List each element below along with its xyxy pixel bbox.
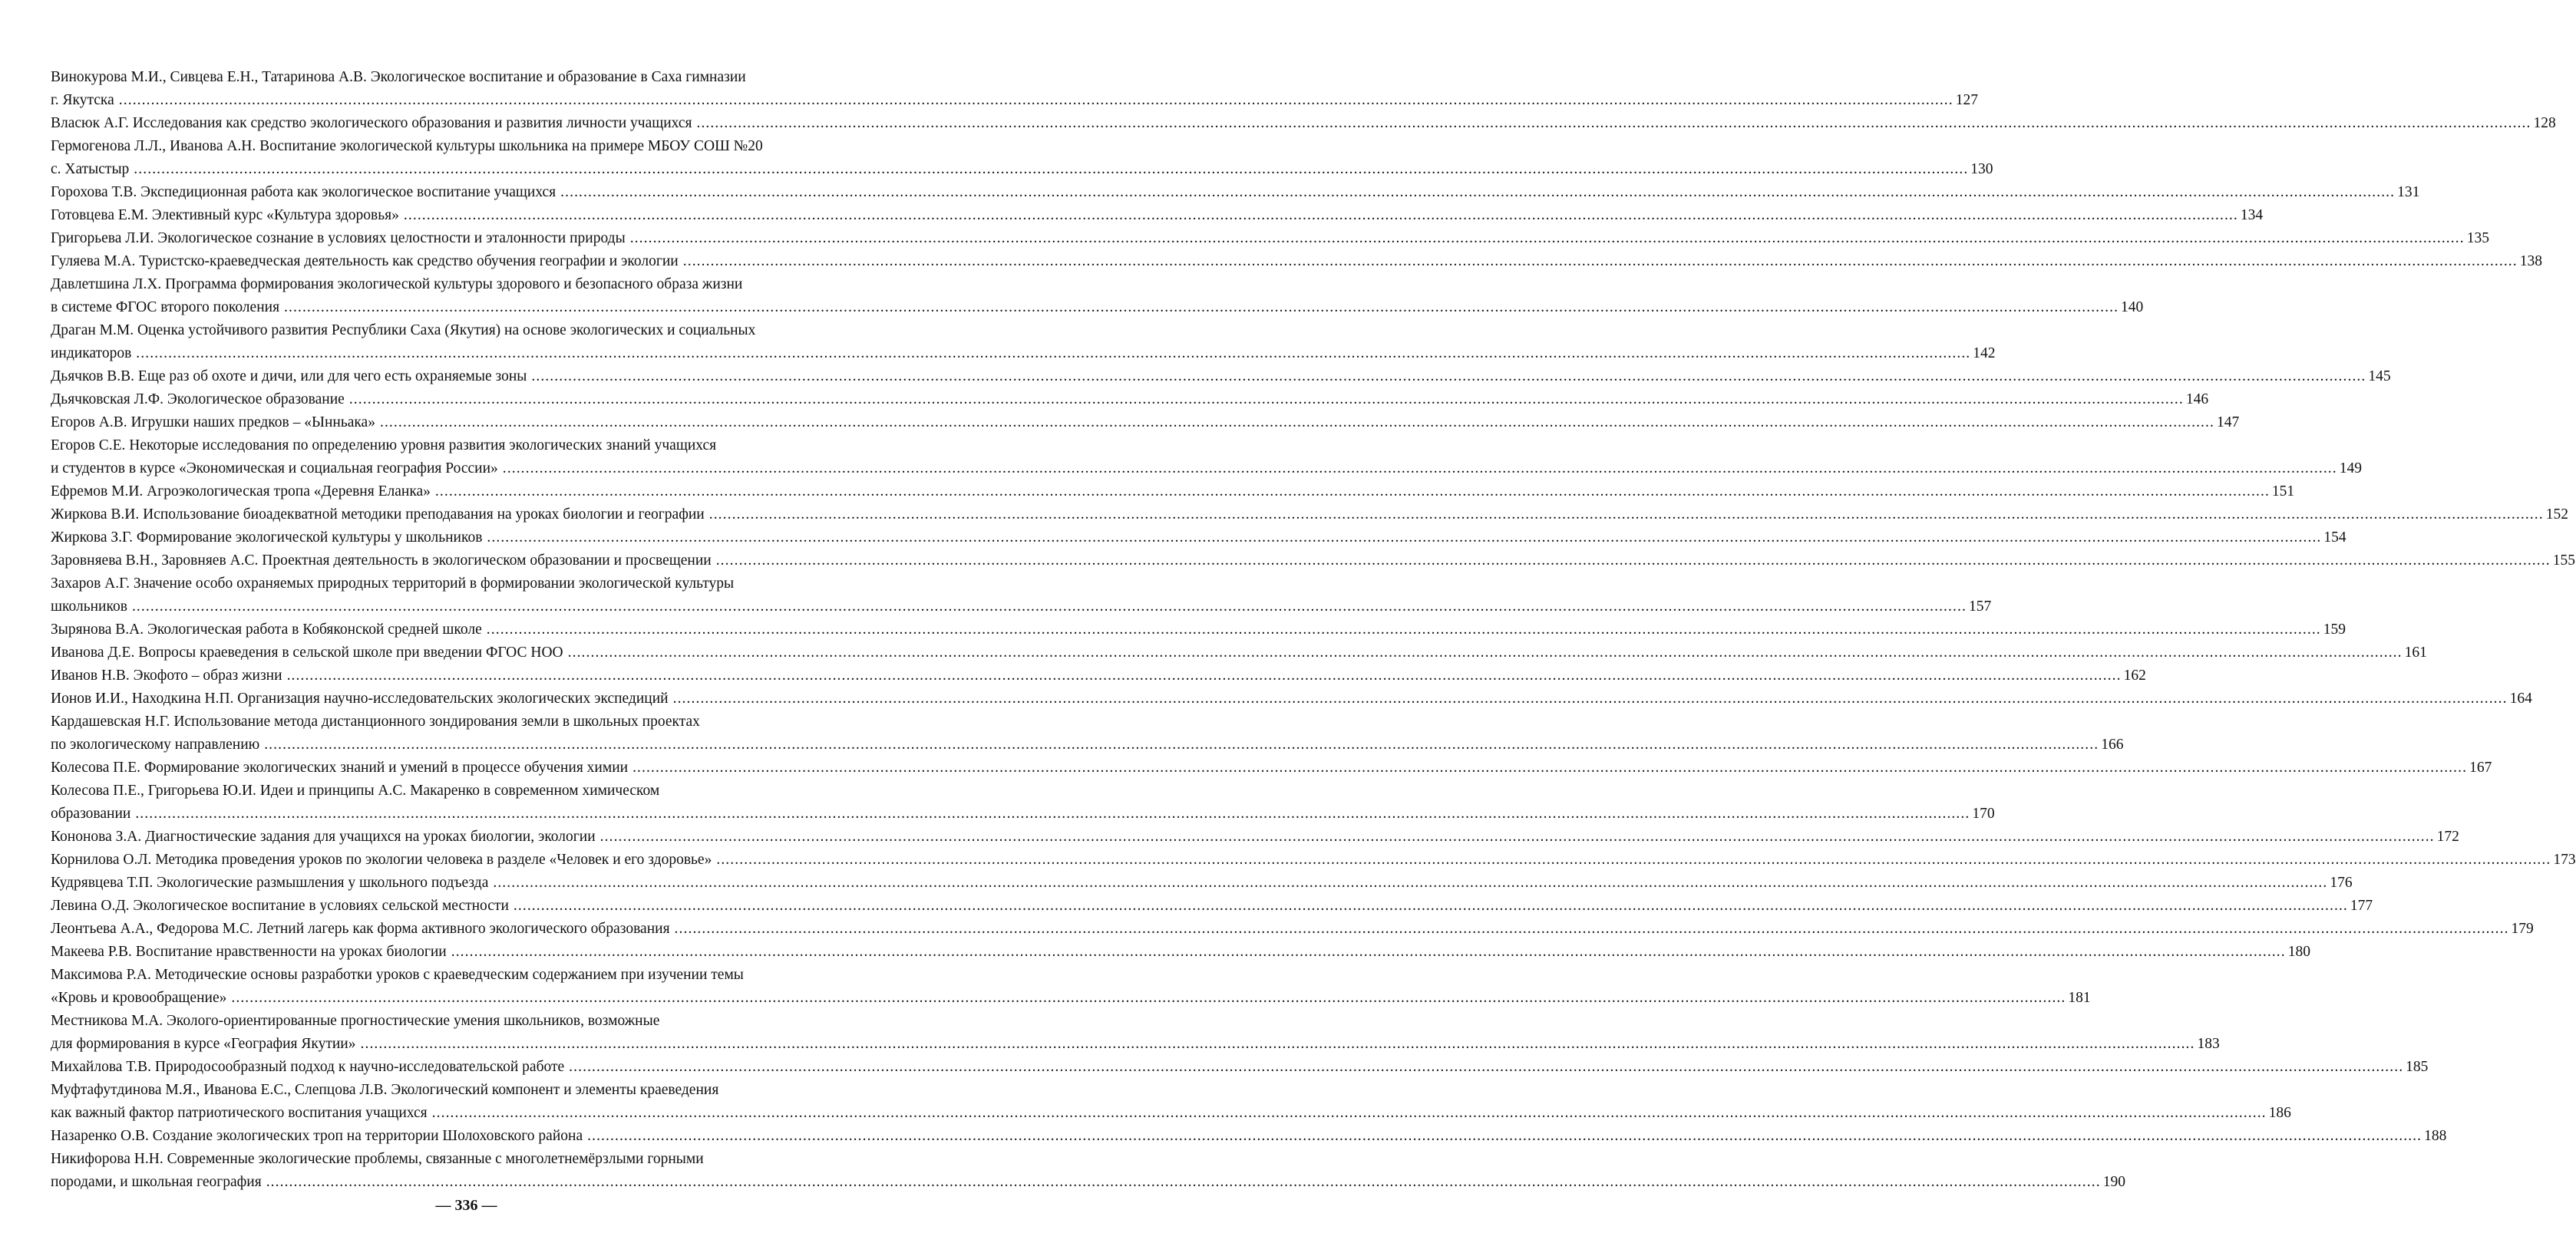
toc-entry-last-line [51, 204, 2264, 227]
toc-entry [51, 250, 2542, 273]
toc-entry-title: Григорьева Л.И. Экологическое сознание в условиях целостности и эталонности природы [51, 230, 626, 246]
toc-entry [51, 711, 2124, 757]
toc-page-number: 142 [1973, 345, 1996, 361]
toc-entry-line [51, 1148, 868, 1171]
dot-leader: ................................................................................................................................................................................................................................................................................................................................................................................................................ [134, 161, 1969, 177]
dot-leader: ................................................................................................................................................................................................................................................................................................................................................................................................................ [486, 622, 2321, 638]
toc-entry [51, 872, 2353, 895]
toc-page-number: 152 [2545, 506, 2568, 523]
toc-entry-title: Винокурова М.И., Сивцева Е.Н., Татаринова А.В. Экологическое воспитание и образование в Саха гимназии [51, 69, 746, 85]
toc-entry [51, 918, 2534, 941]
toc-entry-last-line [51, 411, 2240, 434]
dot-leader: ................................................................................................................................................................................................................................................................................................................................................................................................................ [502, 460, 2337, 476]
toc-entry [51, 503, 2568, 526]
toc-entry [51, 181, 2420, 204]
toc-entry-last-line [51, 250, 2542, 273]
toc-entry [51, 780, 1995, 826]
toc-entry-title: Колесова П.Е. Формирование экологических знаний и умений в процессе обучения химии [51, 760, 629, 776]
toc-entry-last-line [51, 687, 2532, 711]
toc-page-number: 173 [2553, 852, 2576, 868]
toc-entry-last-line [51, 365, 2391, 388]
toc-entry-line [51, 572, 868, 595]
toc-entry-last-line [51, 112, 2556, 135]
toc-entry-last-line [51, 526, 2346, 549]
toc-entry-last-line [51, 826, 2459, 849]
toc-entry-last-line [51, 595, 1992, 618]
toc-entry-last-line [51, 181, 2420, 204]
toc-entry-title: Захаров А.Г. Значение особо охраняемых природных территорий в формировании экологической культуры [51, 575, 735, 592]
toc-entry-title: Корнилова О.Л. Методика проведения уроков по экологии человека в разделе «Человек и его здоровье» [51, 852, 712, 868]
toc-page-number: 157 [1968, 598, 1992, 615]
toc-entry [51, 826, 2459, 849]
toc-page-number: 185 [2406, 1059, 2429, 1075]
toc-entry-title: Никифорова Н.Н. Современные экологические проблемы, связанные с многолетнемёрзлыми горными [51, 1151, 704, 1167]
toc-entry-title: Кардашевская Н.Г. Использование метода дистанционного зондирования земли в школьных проектах [51, 714, 700, 730]
toc-entry-title: Кудрявцева Т.П. Экологические размышления у школьного подъезда [51, 875, 489, 891]
toc-entry-last-line [51, 895, 2373, 918]
toc-entry-title: с. Хатыстыр [51, 161, 130, 177]
dot-leader: ................................................................................................................................................................................................................................................................................................................................................................................................................ [284, 299, 2119, 315]
toc-entry [51, 480, 2295, 503]
toc-entry-title: Иванов Н.В. Экофото – образ жизни [51, 668, 282, 684]
dot-leader: ................................................................................................................................................................................................................................................................................................................................................................................................................ [431, 1105, 2267, 1121]
toc-entry-last-line [51, 918, 2534, 941]
toc-page-number: 159 [2323, 622, 2346, 638]
dot-leader: ................................................................................................................................................................................................................................................................................................................................................................................................................ [567, 645, 2403, 661]
toc-entry [51, 549, 2575, 572]
toc-entry-line [51, 434, 868, 457]
toc-entry-title: Гермогенова Л.Л., Иванова А.Н. Воспитание экологической культуры школьника на примере МБОУ СОШ №20 [51, 138, 763, 154]
toc-entry-last-line [51, 1033, 2220, 1056]
toc-entry [51, 618, 2346, 641]
toc-entry-title: г. Якутска [51, 92, 114, 108]
dot-leader: ................................................................................................................................................................................................................................................................................................................................................................................................................ [569, 1059, 2404, 1075]
toc-entry-last-line [51, 480, 2295, 503]
toc-entry-line [51, 780, 868, 803]
toc-entry-last-line [51, 1056, 2429, 1079]
toc-entry [51, 757, 2492, 780]
toc-page-number: 145 [2368, 368, 2391, 384]
toc-entry-title: Максимова Р.А. Методические основы разработки уроков с краеведческим содержанием при изучении темы [51, 967, 744, 983]
toc-entry-last-line [51, 618, 2346, 641]
toc-page-number: 181 [2068, 990, 2091, 1006]
toc-entry-last-line [51, 503, 2568, 526]
toc-entry-last-line [51, 158, 1993, 181]
dot-leader: ................................................................................................................................................................................................................................................................................................................................................................................................................ [708, 506, 2544, 523]
dot-leader: ................................................................................................................................................................................................................................................................................................................................................................................................................ [264, 737, 2099, 753]
toc-page-number: 134 [2240, 207, 2264, 223]
toc-entry-title: образовании [51, 806, 131, 822]
toc-page-number: 130 [1970, 161, 1993, 177]
toc-entry-title: Давлетшина Л.Х. Программа формирования экологической культуры здорового и безопасного образа жизни [51, 276, 743, 292]
toc-page-number: 151 [2271, 483, 2295, 500]
toc-entry-title: Иванова Д.Е. Вопросы краеведения в сельской школе при введении ФГОС НОО [51, 645, 563, 661]
toc-entry-title: Кононова З.А. Диагностические задания для учащихся на уроках биологии, экологии [51, 829, 596, 845]
toc-page-number: 154 [2323, 529, 2346, 546]
toc-entry [51, 227, 2489, 250]
toc-entry-title: Ефремов М.И. Агроэкологическая тропа «Деревня Еланка» [51, 483, 431, 500]
dot-leader: ................................................................................................................................................................................................................................................................................................................................................................................................................ [531, 368, 2366, 384]
dot-leader: ................................................................................................................................................................................................................................................................................................................................................................................................................ [118, 92, 1953, 108]
toc-page-number: 180 [2287, 944, 2310, 960]
toc-page-number: 127 [1955, 92, 1979, 108]
toc-entry [51, 273, 2144, 319]
toc-page-number: 146 [2185, 391, 2209, 407]
dot-leader: ................................................................................................................................................................................................................................................................................................................................................................................................................ [379, 414, 2214, 430]
toc-page-number: 147 [2216, 414, 2240, 430]
dot-leader: ................................................................................................................................................................................................................................................................................................................................................................................................................ [674, 921, 2509, 937]
toc-entry [51, 112, 2556, 135]
toc-entry-title: Ионов И.И., Находкина Н.П. Организация научно-исследовательских экологических экспедиций [51, 691, 669, 707]
dot-leader: ................................................................................................................................................................................................................................................................................................................................................................................................................ [403, 207, 2238, 223]
toc-entry-title: «Кровь и кровообращение» [51, 990, 227, 1006]
toc-entry-last-line [51, 872, 2353, 895]
toc-entry-title: Левина О.Д. Экологическое воспитание в условиях сельской местности [51, 898, 509, 914]
toc-entry-title: Михайлова Т.В. Природосообразный подход к научно-исследовательской работе [51, 1059, 565, 1075]
toc-entry-last-line [51, 1102, 2291, 1125]
toc-entry-title: Горохова Т.В. Экспедиционная работа как экологическое воспитание учащихся [51, 184, 556, 200]
toc-entry-title: Дьячков В.В. Еще раз об охоте и дичи, или для чего есть охраняемые зоны [51, 368, 527, 384]
toc-entry-last-line [51, 1125, 2447, 1148]
toc-page-number: 140 [2121, 299, 2144, 315]
toc-entry-line [51, 66, 868, 89]
toc-page-number: 188 [2424, 1128, 2447, 1144]
toc-page-number: 186 [2268, 1105, 2291, 1121]
dot-leader: ................................................................................................................................................................................................................................................................................................................................................................................................................ [266, 1174, 2101, 1190]
dot-leader: ................................................................................................................................................................................................................................................................................................................................................................................................................ [136, 345, 1971, 361]
toc-entry-line [51, 273, 868, 296]
toc-entry [51, 135, 1993, 181]
dot-leader: ................................................................................................................................................................................................................................................................................................................................................................................................................ [715, 552, 2551, 569]
toc-page-number: 138 [2519, 253, 2542, 269]
dot-leader: ................................................................................................................................................................................................................................................................................................................................................................................................................ [682, 253, 2518, 269]
toc-entry-title: Колесова П.Е., Григорьева Ю.И. Идеи и принципы А.С. Макаренко в современном химическом [51, 783, 660, 799]
toc-entry [51, 411, 2240, 434]
toc-page-number: 183 [2197, 1036, 2220, 1052]
toc-entry [51, 687, 2532, 711]
toc-page-number: 166 [2101, 737, 2124, 753]
dot-leader: ................................................................................................................................................................................................................................................................................................................................................................................................................ [513, 898, 2348, 914]
toc-page-number: 179 [2511, 921, 2534, 937]
dot-leader: ................................................................................................................................................................................................................................................................................................................................................................................................................ [716, 852, 2551, 868]
toc-entry-last-line [51, 734, 2124, 757]
toc-entry [51, 572, 1992, 618]
dot-leader: ................................................................................................................................................................................................................................................................................................................................................................................................................ [131, 598, 1967, 615]
toc-entry [51, 895, 2373, 918]
toc-page-number: 128 [2533, 115, 2556, 131]
toc-entry-last-line [51, 664, 2146, 687]
toc-page-number: 167 [2469, 760, 2492, 776]
toc-entry-last-line [51, 89, 1979, 112]
toc-entry-last-line [51, 803, 1995, 826]
dot-leader: ................................................................................................................................................................................................................................................................................................................................................................................................................ [286, 668, 2122, 684]
dot-leader: ................................................................................................................................................................................................................................................................................................................................................................................................................ [231, 990, 2066, 1006]
toc-entry-line [51, 1079, 868, 1102]
dot-leader: ................................................................................................................................................................................................................................................................................................................................................................................................................ [672, 691, 2508, 707]
toc-entry-last-line [51, 941, 2310, 964]
toc-entry-title: Дьячковская Л.Ф. Экологическое образование [51, 391, 345, 407]
toc-entry-line [51, 1010, 868, 1033]
dot-leader: ................................................................................................................................................................................................................................................................................................................................................................................................................ [434, 483, 2270, 500]
toc-entry-title: Леонтьева А.А., Федорова М.С. Летний лагерь как форма активного экологического образования [51, 921, 670, 937]
toc-entry-title: Егоров С.Е. Некоторые исследования по определению уровня развития экологических знаний учащихся [51, 437, 717, 453]
dot-leader: ................................................................................................................................................................................................................................................................................................................................................................................................................ [135, 806, 1970, 822]
toc-page-number: 155 [2552, 552, 2575, 569]
toc-entry-title: школьников [51, 598, 127, 615]
toc-entry-title: и студентов в курсе «Экономическая и социальная география России» [51, 460, 498, 476]
toc-entry [51, 526, 2346, 549]
page-number: — 336 — [435, 1197, 497, 1214]
toc-entry-title: Драган М.М. Оценка устойчивого развития Республики Саха (Якутия) на основе экологических и социальных [51, 322, 756, 338]
toc-page-number: 177 [2350, 898, 2373, 914]
toc-entry-last-line [51, 296, 2144, 319]
toc-entry-title: Макеева Р.В. Воспитание нравственности на уроках биологии [51, 944, 447, 960]
toc-entry [51, 434, 2363, 480]
toc-entry-title: Гуляева М.А. Туристско-краеведческая деятельность как средство обучения географии и экологии [51, 253, 679, 269]
toc-page-number: 131 [2397, 184, 2420, 200]
toc-entry-line [51, 711, 868, 734]
toc-page-number: 170 [1972, 806, 1995, 822]
dot-leader: ................................................................................................................................................................................................................................................................................................................................................................................................................ [599, 829, 2435, 845]
dot-leader: ................................................................................................................................................................................................................................................................................................................................................................................................................ [560, 184, 2396, 200]
toc-entry [51, 1148, 2125, 1194]
toc-entry-title: Власюк А.Г. Исследования как средство экологического образования и развития личности учащихся [51, 115, 692, 131]
table-of-contents [51, 66, 2576, 1194]
toc-entry-last-line [51, 388, 2209, 411]
dot-leader: ................................................................................................................................................................................................................................................................................................................................................................................................................ [487, 529, 2322, 546]
toc-page-number: 164 [2509, 691, 2532, 707]
toc-entry [51, 1079, 2291, 1125]
toc-entry-title: индикаторов [51, 345, 132, 361]
toc-entry-title: Муфтафутдинова М.Я., Иванова Е.С., Слепцова Л.В. Экологический компонент и элементы краеведения [51, 1082, 719, 1098]
dot-leader: ................................................................................................................................................................................................................................................................................................................................................................................................................ [348, 391, 2184, 407]
toc-entry [51, 641, 2427, 664]
toc-page-number: 176 [2330, 875, 2353, 891]
toc-entry-last-line [51, 227, 2489, 250]
toc-page-number: 172 [2436, 829, 2459, 845]
dot-leader: ................................................................................................................................................................................................................................................................................................................................................................................................................ [587, 1128, 2422, 1144]
toc-entry [51, 964, 2091, 1010]
toc-entry [51, 941, 2310, 964]
toc-entry-title: Заровняева В.Н., Заровняев А.С. Проектная деятельность в экологическом образовании и просвещении [51, 552, 712, 569]
toc-entry-last-line [51, 757, 2492, 780]
dot-leader: ................................................................................................................................................................................................................................................................................................................................................................................................................ [493, 875, 2328, 891]
toc-page-number: 190 [2102, 1174, 2125, 1190]
toc-entry-title: Жиркова В.И. Использование биоадекватной методики преподавания на уроках биологии и географии [51, 506, 705, 523]
dot-leader: ................................................................................................................................................................................................................................................................................................................................................................................................................ [632, 760, 2468, 776]
toc-entry-title: Назаренко О.В. Создание экологических троп на территории Шолоховского района [51, 1128, 583, 1144]
toc-entry [51, 319, 1996, 365]
toc-entry-line [51, 319, 868, 342]
toc-entry-title: породами, и школьная география [51, 1174, 262, 1190]
toc-page-number: 149 [2339, 460, 2363, 476]
toc-entry [51, 388, 2209, 411]
toc-page-number: 162 [2123, 668, 2146, 684]
toc-entry-last-line [51, 342, 1996, 365]
toc-entry-title: как важный фактор патриотического воспитания учащихся [51, 1105, 428, 1121]
toc-entry-last-line [51, 987, 2091, 1010]
dot-leader: ................................................................................................................................................................................................................................................................................................................................................................................................................ [360, 1036, 2195, 1052]
toc-entry-last-line [51, 549, 2575, 572]
toc-entry [51, 849, 2576, 872]
toc-entry-line [51, 135, 868, 158]
toc-entry [51, 365, 2391, 388]
toc-entry-last-line [51, 1171, 2125, 1194]
toc-entry [51, 1056, 2429, 1079]
toc-entry-title: Готовцева Е.М. Элективный курс «Культура здоровья» [51, 207, 399, 223]
toc-entry [51, 66, 1979, 112]
toc-entry-title: Зырянова В.А. Экологическая работа в Кобяконской средней школе [51, 622, 482, 638]
toc-entry-title: Егоров А.В. Игрушки наших предков – «Ынньака» [51, 414, 375, 430]
toc-entry-title: Местникова М.А. Эколого-ориентированные прогностические умения школьников, возможные [51, 1013, 660, 1029]
dot-leader: ................................................................................................................................................................................................................................................................................................................................................................................................................ [696, 115, 2531, 131]
toc-entry-title: в системе ФГОС второго поколения [51, 299, 280, 315]
dot-leader: ................................................................................................................................................................................................................................................................................................................................................................................................................ [451, 944, 2286, 960]
toc-entry [51, 204, 2264, 227]
toc-entry-last-line [51, 457, 2363, 480]
toc-entry [51, 1125, 2447, 1148]
toc-entry-last-line [51, 641, 2427, 664]
toc-entry [51, 664, 2146, 687]
toc-entry-title: по экологическому направлению [51, 737, 260, 753]
toc-entry-line [51, 964, 868, 987]
toc-page-number: 161 [2404, 645, 2427, 661]
dot-leader: ................................................................................................................................................................................................................................................................................................................................................................................................................ [629, 230, 2465, 246]
toc-entry-title: для формирования в курсе «География Якутии» [51, 1036, 356, 1052]
toc-page-number: 135 [2466, 230, 2489, 246]
toc-entry [51, 1010, 2220, 1056]
toc-entry-last-line [51, 849, 2576, 872]
toc-entry-title: Жиркова З.Г. Формирование экологической культуры у школьников [51, 529, 483, 546]
